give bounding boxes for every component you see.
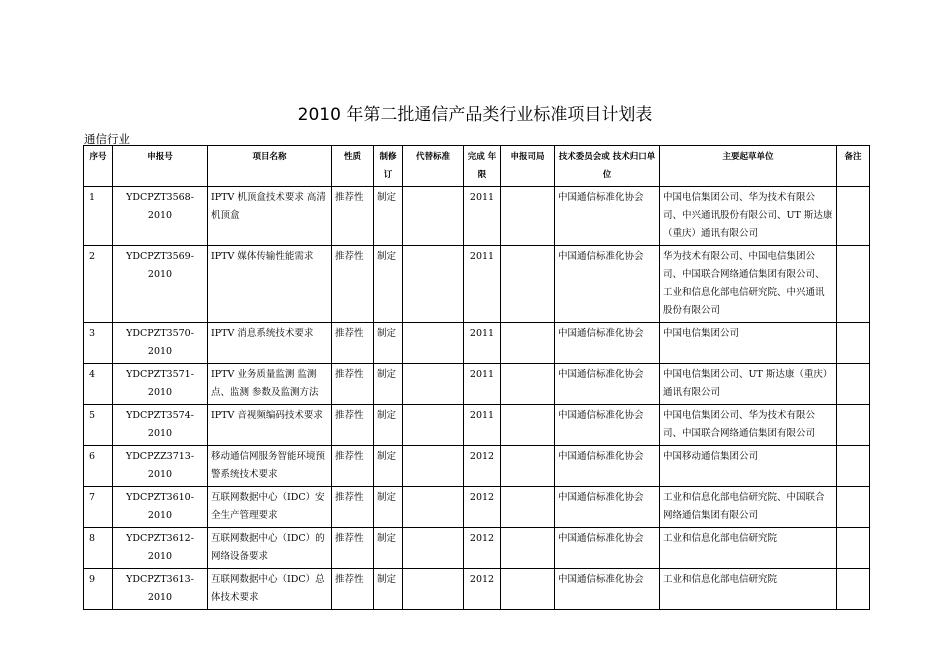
- cell-revise: 制定: [374, 528, 403, 569]
- cell-nature: 推荐性: [332, 405, 374, 446]
- section-heading: 通信行业: [84, 132, 130, 146]
- cell-note: [837, 187, 870, 246]
- cell-drafter: 中国移动通信集团公司: [660, 446, 837, 487]
- cell-committee: 中国通信标准化协会: [555, 446, 660, 487]
- cell-replace: [403, 405, 464, 446]
- cell-dept: [501, 187, 555, 246]
- cell-committee: 中国通信标准化协会: [555, 569, 660, 610]
- header-seq: 序号: [84, 146, 113, 187]
- cell-dept: [501, 446, 555, 487]
- cell-name: IPTV 媒体传输性能需求: [208, 246, 332, 323]
- cell-year: 2012: [464, 569, 501, 610]
- cell-year: 2011: [464, 405, 501, 446]
- cell-committee: 中国通信标准化协会: [555, 528, 660, 569]
- table-row: [84, 528, 870, 569]
- cell-drafter: 中国电信集团公司: [660, 323, 837, 364]
- cell-seq: 6: [84, 446, 113, 487]
- cell-note: [837, 246, 870, 323]
- cell-seq: 3: [84, 323, 113, 364]
- cell-drafter: 华为技术有限公司、中国电信集团公司、中国联合网络通信集团有限公司、工业和信息化部电信研究院、中兴通讯股份有限公司: [660, 246, 837, 323]
- cell-dept: [501, 405, 555, 446]
- cell-app-no: YDCPZT3570-2010: [113, 323, 208, 364]
- cell-committee: 中国通信标准化协会: [555, 246, 660, 323]
- cell-revise: 制定: [374, 487, 403, 528]
- cell-drafter: 工业和信息化部电信研究院、中国联合网络通信集团有限公司: [660, 487, 837, 528]
- header-revise: [374, 146, 403, 187]
- table-row: [84, 446, 870, 487]
- cell-nature: 推荐性: [332, 323, 374, 364]
- cell-dept: [501, 487, 555, 528]
- cell-drafter: 工业和信息化部电信研究院: [660, 569, 837, 610]
- cell-name: IPTV 业务质量监测 监测点、监测 参数及监测方法: [208, 364, 332, 405]
- cell-seq: 5: [84, 405, 113, 446]
- cell-revise: 制定: [374, 569, 403, 610]
- header-nature: 性质: [332, 146, 374, 187]
- cell-drafter: 中国电信集团公司、华为技术有限公司、中国联合网络通信集团有限公司: [660, 405, 837, 446]
- table-row: [84, 364, 870, 405]
- cell-committee: 中国通信标准化协会: [555, 323, 660, 364]
- cell-revise: 制定: [374, 246, 403, 323]
- table-header-row: [84, 146, 870, 187]
- header-finish-line1: 完成: [467, 152, 485, 162]
- table-row: [84, 246, 870, 323]
- cell-nature: 推荐性: [332, 569, 374, 610]
- cell-name: IPTV 机顶盒技术要求 高清机顶盒: [208, 187, 332, 246]
- cell-app-no: YDCPZT3610-2010: [113, 487, 208, 528]
- header-committee-line2: 技术归口单位: [602, 152, 656, 180]
- cell-app-no: YDCPZT3612-2010: [113, 528, 208, 569]
- cell-drafter: 中国电信集团公司、UT 斯达康（重庆）通讯有限公司: [660, 364, 837, 405]
- cell-note: [837, 569, 870, 610]
- cell-year: 2012: [464, 446, 501, 487]
- cell-committee: 中国通信标准化协会: [555, 405, 660, 446]
- cell-revise: 制定: [374, 323, 403, 364]
- cell-note: [837, 405, 870, 446]
- cell-name: 互联网数据中心（IDC）的网络设备要求: [208, 528, 332, 569]
- cell-nature: 推荐性: [332, 528, 374, 569]
- cell-replace: [403, 246, 464, 323]
- cell-note: [837, 323, 870, 364]
- cell-app-no: YDCPZT3613-2010: [113, 569, 208, 610]
- header-revise-line2: 订: [383, 170, 393, 180]
- cell-nature: 推荐性: [332, 364, 374, 405]
- table-row: [84, 569, 870, 610]
- header-finish: [464, 146, 501, 187]
- table-row: [84, 405, 870, 446]
- header-name: 项目名称: [208, 146, 332, 187]
- cell-note: [837, 528, 870, 569]
- cell-revise: 制定: [374, 446, 403, 487]
- cell-committee: 中国通信标准化协会: [555, 487, 660, 528]
- cell-nature: 推荐性: [332, 187, 374, 246]
- cell-replace: [403, 364, 464, 405]
- cell-note: [837, 446, 870, 487]
- header-committee-line1: 技术委员会或: [558, 152, 610, 162]
- cell-app-no: YDCPZT3568-2010: [113, 187, 208, 246]
- cell-year: 2011: [464, 246, 501, 323]
- cell-name: IPTV 消息系统技术要求: [208, 323, 332, 364]
- cell-seq: 1: [84, 187, 113, 246]
- cell-dept: [501, 323, 555, 364]
- cell-year: 2012: [464, 528, 501, 569]
- header-app-no: 申报号: [113, 146, 208, 187]
- cell-replace: [403, 187, 464, 246]
- cell-seq: 8: [84, 528, 113, 569]
- cell-dept: [501, 528, 555, 569]
- cell-revise: 制定: [374, 364, 403, 405]
- cell-replace: [403, 528, 464, 569]
- cell-dept: [501, 246, 555, 323]
- cell-committee: 中国通信标准化协会: [555, 364, 660, 405]
- header-replace: 代替标准: [403, 146, 464, 187]
- cell-dept: [501, 569, 555, 610]
- cell-app-no: YDCPZZ3713-2010: [113, 446, 208, 487]
- table-row: [84, 187, 870, 246]
- cell-year: 2012: [464, 487, 501, 528]
- cell-year: 2011: [464, 364, 501, 405]
- page-title: 2010 年第二批通信产品类行业标准项目计划表: [297, 105, 653, 125]
- table-row: [84, 487, 870, 528]
- header-revise-line1: 制修: [379, 152, 397, 162]
- cell-seq: 9: [84, 569, 113, 610]
- cell-replace: [403, 569, 464, 610]
- cell-committee: 中国通信标准化协会: [555, 187, 660, 246]
- cell-year: 2011: [464, 187, 501, 246]
- header-note: 备注: [837, 146, 870, 187]
- cell-name: 互联网数据中心（IDC）安全生产管理要求: [208, 487, 332, 528]
- cell-note: [837, 364, 870, 405]
- cell-name: IPTV 音视频编码技术要求: [208, 405, 332, 446]
- cell-replace: [403, 446, 464, 487]
- header-drafter: 主要起草单位: [660, 146, 837, 187]
- cell-year: 2011: [464, 323, 501, 364]
- cell-replace: [403, 323, 464, 364]
- table-row: [84, 323, 870, 364]
- cell-seq: 7: [84, 487, 113, 528]
- cell-app-no: YDCPZT3571-2010: [113, 364, 208, 405]
- cell-seq: 4: [84, 364, 113, 405]
- cell-nature: 推荐性: [332, 446, 374, 487]
- cell-revise: 制定: [374, 187, 403, 246]
- cell-drafter: 工业和信息化部电信研究院: [660, 528, 837, 569]
- cell-replace: [403, 487, 464, 528]
- cell-revise: 制定: [374, 405, 403, 446]
- header-dept: 申报司局: [501, 146, 555, 187]
- cell-seq: 2: [84, 246, 113, 323]
- header-committee: [555, 146, 660, 187]
- cell-app-no: YDCPZT3569-2010: [113, 246, 208, 323]
- cell-app-no: YDCPZT3574-2010: [113, 405, 208, 446]
- standards-plan-table: [83, 145, 870, 610]
- cell-name: 互联网数据中心（IDC）总体技术要求: [208, 569, 332, 610]
- cell-dept: [501, 364, 555, 405]
- cell-name: 移动通信网服务智能环境预警系统技术要求: [208, 446, 332, 487]
- cell-nature: 推荐性: [332, 246, 374, 323]
- cell-nature: 推荐性: [332, 487, 374, 528]
- header-finish-line2: 年限: [477, 152, 497, 180]
- cell-drafter: 中国电信集团公司、华为技术有限公司、中兴通讯股份有限公司、UT 斯达康（重庆）通讯有限公司: [660, 187, 837, 246]
- cell-note: [837, 487, 870, 528]
